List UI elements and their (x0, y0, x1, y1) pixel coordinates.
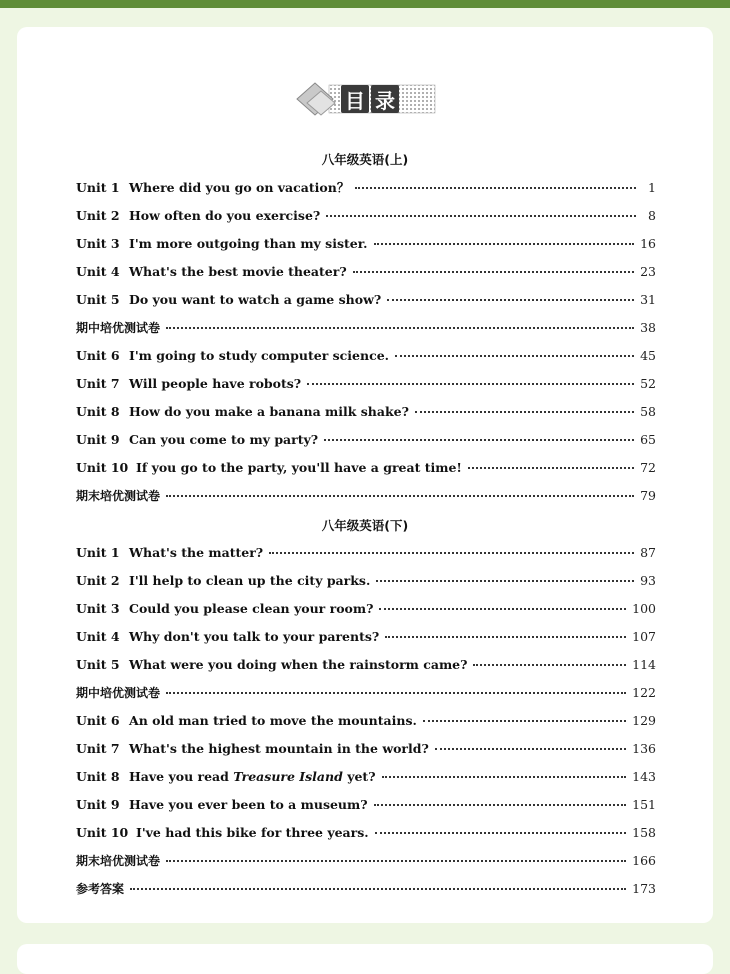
toc-unit-label: Unit 4 (76, 264, 120, 279)
toc-unit-label: Unit 9 (76, 797, 120, 812)
toc-unit-label: Unit 5 (76, 657, 120, 672)
toc-leader-dots (435, 736, 626, 750)
toc-leader-dots (379, 596, 626, 610)
toc-entry-title: An old man tried to move the mountains. (129, 713, 417, 728)
toc-page-number: 8 (648, 208, 656, 223)
toc-page-number: 114 (632, 657, 656, 672)
section-heading-lower: 八年级英语(下) (321, 518, 409, 533)
toc-page-number: 100 (632, 601, 656, 616)
toc-unit-label: Unit 4 (76, 629, 120, 644)
toc-leader-dots (353, 259, 634, 273)
toc-entry-title: Have you ever been to a museum? (129, 797, 368, 812)
toc-row[interactable] (76, 458, 656, 476)
toc-entry-title: What's the matter? (129, 545, 264, 560)
toc-row[interactable] (76, 879, 656, 897)
toc-unit-label: Unit 8 (76, 769, 120, 784)
toc-page-number: 79 (640, 488, 656, 503)
toc-page-number: 16 (640, 236, 656, 251)
toc-row[interactable] (76, 346, 656, 364)
toc-row[interactable] (76, 543, 656, 561)
toc-entry-title: 期中培优测试卷 (76, 321, 161, 335)
section-heading-upper: 八年级英语(上) (321, 152, 409, 167)
toc-entry-title (129, 768, 376, 786)
toc-page-number: 107 (632, 629, 656, 644)
toc-page-number: 136 (632, 741, 656, 756)
toc-unit-label: Unit 3 (76, 601, 120, 616)
toc-row[interactable] (76, 571, 656, 589)
toc-leader-dots (473, 652, 626, 666)
toc-unit-label: Unit 9 (76, 432, 120, 447)
toc-row[interactable] (76, 234, 656, 252)
toc-unit-label: Unit 6 (76, 348, 120, 363)
toc-page-number: 52 (640, 376, 656, 391)
toc-page-number: 45 (640, 348, 656, 363)
toc-unit-label: Unit 7 (76, 741, 120, 756)
toc-leader-dots (375, 820, 627, 834)
toc-unit-label: Unit 1 (76, 180, 120, 195)
toc-leader-dots (324, 427, 634, 441)
toc-row[interactable] (76, 599, 656, 617)
toc-page-number: 58 (640, 404, 656, 419)
toc-leader-dots (423, 708, 626, 722)
toc-page-number: 31 (640, 292, 656, 307)
toc-row[interactable] (76, 262, 656, 280)
top-accent-bar (0, 0, 730, 8)
toc-unit-label: Unit 6 (76, 713, 120, 728)
toc-leader-dots (387, 287, 634, 301)
toc-row[interactable] (76, 683, 656, 701)
toc-page-number: 151 (632, 797, 656, 812)
toc-leader-dots (385, 624, 626, 638)
toc-row[interactable] (76, 374, 656, 392)
toc-page-number: 23 (640, 264, 656, 279)
toc-unit-label: Unit 10 (76, 460, 129, 475)
toc-page-number: 166 (632, 853, 656, 868)
toc-leader-dots (130, 876, 626, 890)
toc-row[interactable] (76, 206, 656, 224)
toc-row[interactable] (76, 851, 656, 869)
toc-unit-label: Unit 3 (76, 236, 120, 251)
toc-entry-title: How often do you exercise? (129, 208, 321, 223)
toc-unit-label: Unit 7 (76, 376, 120, 391)
next-page-edge (17, 944, 713, 974)
toc-entry-title: What's the highest mountain in the world? (129, 741, 429, 756)
title-char-lu: 录 (371, 85, 399, 113)
toc-leader-dots (166, 315, 634, 329)
toc-entry-title: How do you make a banana milk shake? (129, 404, 409, 419)
toc-entry-title: 期末培优测试卷 (76, 854, 161, 868)
toc-page-number: 93 (640, 573, 656, 588)
toc-entry-title: Could you please clean your room? (129, 601, 374, 616)
toc-leader-dots (166, 483, 634, 497)
toc-leader-dots (415, 399, 634, 413)
toc-leader-dots (374, 792, 627, 806)
toc-row[interactable] (76, 290, 656, 308)
toc-entry-title: Why don't you talk to your parents? (129, 629, 380, 644)
toc-row[interactable] (76, 655, 656, 673)
toc-entry-title: What were you doing when the rainstorm came? (129, 657, 468, 672)
toc-entry-title: I've had this bike for three years. (136, 825, 369, 840)
toc-entry-title: I'm more outgoing than my sister. (129, 236, 368, 251)
toc-unit-label: Unit 10 (76, 825, 129, 840)
toc-entry-title: If you go to the party, you'll have a great time! (136, 460, 462, 475)
toc-unit-label: Unit 8 (76, 404, 120, 419)
toc-page-number: 1 (648, 180, 656, 195)
toc-entry-title: Can you come to my party? (129, 432, 319, 447)
toc-leader-dots (307, 371, 634, 385)
toc-row[interactable] (76, 795, 656, 813)
toc-row[interactable] (76, 823, 656, 841)
toc-page-number: 65 (640, 432, 656, 447)
toc-row[interactable] (76, 178, 656, 196)
toc-page-number: 129 (632, 713, 656, 728)
toc-leader-dots (395, 343, 634, 357)
toc-entry-title: I'll help to clean up the city parks. (129, 573, 371, 588)
toc-entry-title: Where did you go on vacation？ (129, 180, 350, 195)
toc-leader-dots (355, 175, 636, 189)
toc-entry-title: What's the best movie theater? (129, 264, 347, 279)
toc-leader-dots (166, 848, 626, 862)
toc-entry-title: 期末培优测试卷 (76, 489, 161, 503)
title-char-mu: 目 (341, 85, 369, 113)
toc-leader-dots (326, 203, 636, 217)
toc-row[interactable] (76, 486, 656, 504)
toc-entry-title: 参考答案 (76, 882, 125, 896)
toc-entry-title: Will people have robots? (129, 376, 302, 391)
toc-row[interactable] (76, 402, 656, 420)
toc-unit-label: Unit 2 (76, 573, 120, 588)
toc-unit-label: Unit 2 (76, 208, 120, 223)
contents-title-banner (293, 79, 437, 119)
toc-leader-dots (269, 540, 634, 554)
toc-row[interactable] (76, 711, 656, 729)
toc-leader-dots (468, 455, 634, 469)
toc-unit-label: Unit 1 (76, 545, 120, 560)
toc-title-part: Have you read (129, 769, 234, 784)
toc-row[interactable] (76, 318, 656, 336)
toc-row[interactable] (76, 767, 656, 785)
toc-page-number: 143 (632, 769, 656, 784)
toc-entry-title: 期中培优测试卷 (76, 686, 161, 700)
toc-page-number: 122 (632, 685, 656, 700)
toc-page-number: 173 (632, 881, 656, 896)
toc-page-number: 158 (632, 825, 656, 840)
toc-entry-title: Do you want to watch a game show? (129, 292, 382, 307)
toc-leader-dots (382, 764, 627, 778)
toc-title-part: yet? (342, 769, 376, 784)
toc-entry-title: I'm going to study computer science. (129, 348, 389, 363)
toc-leader-dots (374, 231, 635, 245)
toc-leader-dots (166, 680, 626, 694)
toc-row[interactable] (76, 739, 656, 757)
toc-row[interactable] (76, 430, 656, 448)
toc-page-number: 38 (640, 320, 656, 335)
toc-leader-dots (376, 568, 634, 582)
toc-page-number: 87 (640, 545, 656, 560)
toc-row[interactable] (76, 627, 656, 645)
toc-title-book-name: Treasure Island (233, 769, 343, 784)
toc-unit-label: Unit 5 (76, 292, 120, 307)
toc-page-number: 72 (640, 460, 656, 475)
